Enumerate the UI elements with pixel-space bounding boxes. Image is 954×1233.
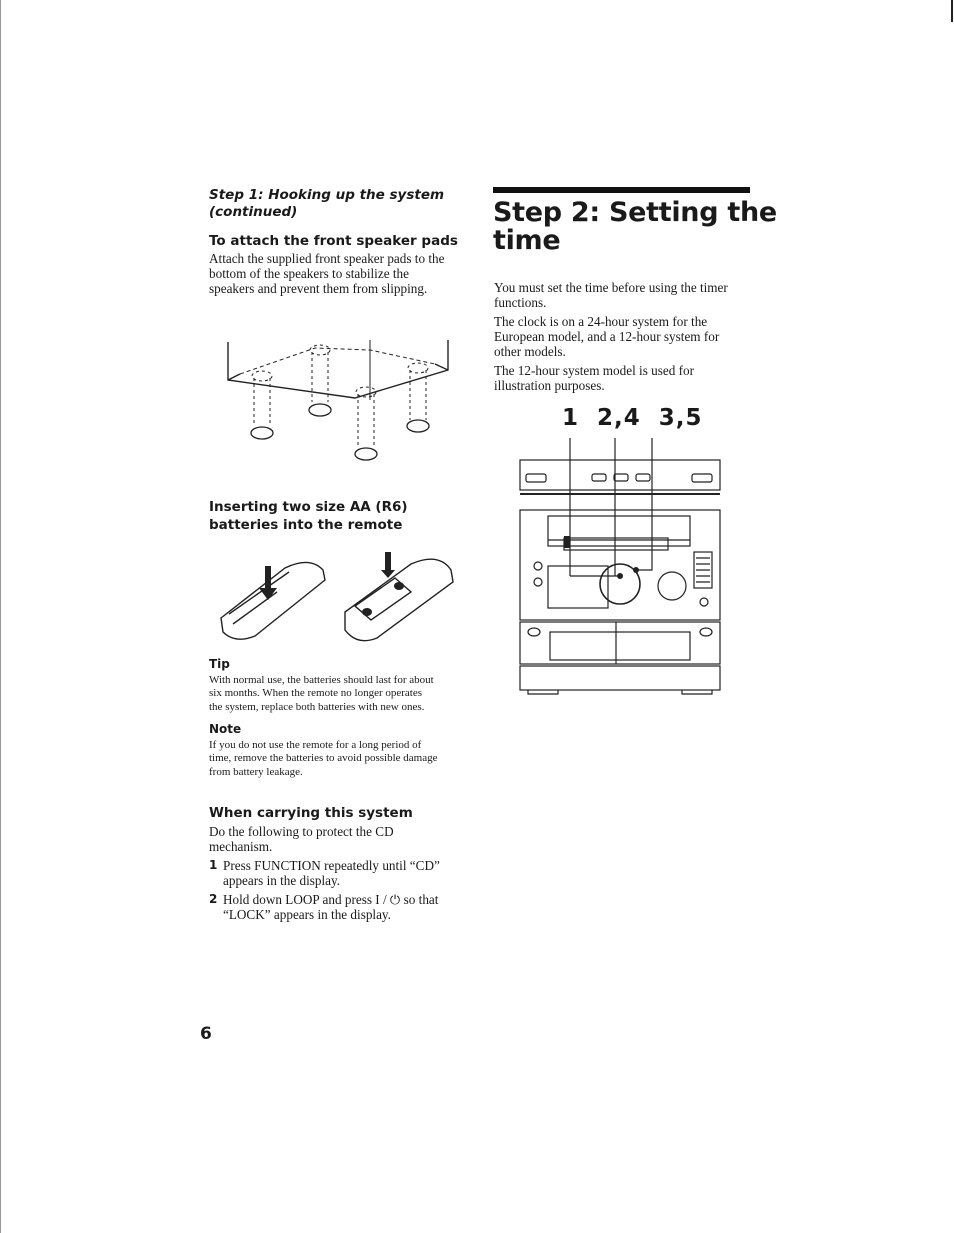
page-edge-left [0, 0, 1, 1233]
carrying-step-2 [209, 892, 469, 922]
speaker-pads-line: bottom of the speakers to stabilize the [209, 266, 409, 282]
step-number: 1 [209, 858, 218, 872]
batteries-heading-line2: batteries into the remote [209, 517, 403, 533]
speaker-pads-line: speakers and prevent them from slipping. [209, 281, 428, 297]
carrying-heading: When carrying this system [209, 805, 413, 821]
step-text: Press FUNCTION repeatedly until “CD” [223, 858, 440, 873]
remote-batteries-illustration [215, 548, 460, 648]
carrying-intro [209, 824, 469, 854]
stereo-system-illustration [518, 436, 722, 698]
paragraph-line: illustration purposes. [494, 378, 605, 394]
note-label: Note [209, 722, 242, 736]
tip-label: Tip [209, 657, 230, 671]
tip-text [209, 674, 469, 714]
tip-line: the system, replace both batteries with new ones. [209, 700, 425, 713]
speaker-pads-illustration [220, 330, 460, 465]
paragraph-line: other models. [494, 344, 566, 360]
carrying-intro-line: Do the following to protect the CD [209, 824, 394, 839]
step-text: “LOCK” appears in the display. [223, 907, 391, 923]
note-line: If you do not use the remote for a long period of [209, 739, 422, 751]
step-number: 2 [209, 892, 218, 906]
note-text [209, 739, 469, 779]
paragraph-line: functions. [494, 295, 547, 311]
section-rule [493, 187, 750, 193]
page-edge-right-mark [951, 0, 953, 22]
carrying-step-1 [209, 858, 469, 888]
step2-title [493, 199, 777, 255]
step1-heading-line2: (continued) [209, 204, 298, 220]
paragraph-line: European model, and a 12-hour system for [494, 329, 720, 345]
speaker-pads-text [209, 251, 469, 297]
step2-title-line2: time [493, 225, 561, 256]
tip-line: With normal use, the batteries should last for about [209, 674, 434, 686]
speaker-pads-heading: To attach the front speaker pads [209, 233, 458, 249]
step-number-labels: 1 2,4 3,5 [562, 405, 703, 431]
step2-paragraph-2 [494, 314, 754, 360]
step-text: Hold down LOOP and press I / ⏻ so that [223, 892, 439, 907]
step1-heading-line1: Step 1: Hooking up the system [209, 187, 445, 203]
paragraph-line: The 12-hour system model is used for [494, 363, 694, 378]
carrying-intro-line: mechanism. [209, 839, 273, 855]
note-line: from battery leakage. [209, 765, 303, 778]
tip-line: six months. When the remote no longer operates [209, 687, 423, 700]
step1-heading [209, 187, 444, 221]
step2-paragraph-3 [494, 363, 754, 393]
speaker-pads-line: Attach the supplied front speaker pads to the [209, 251, 445, 266]
step-text: appears in the display. [223, 873, 341, 889]
paragraph-line: You must set the time before using the timer [494, 280, 728, 295]
paragraph-line: The clock is on a 24-hour system for the [494, 314, 708, 329]
note-line: time, remove the batteries to avoid possible damage [209, 752, 438, 765]
step2-paragraph-1 [494, 280, 754, 310]
step2-title-line1: Step 2: Setting the [493, 197, 777, 228]
page-number: 6 [200, 1024, 212, 1044]
batteries-heading [209, 498, 408, 534]
batteries-heading-line1: Inserting two size AA (R6) [209, 499, 408, 515]
